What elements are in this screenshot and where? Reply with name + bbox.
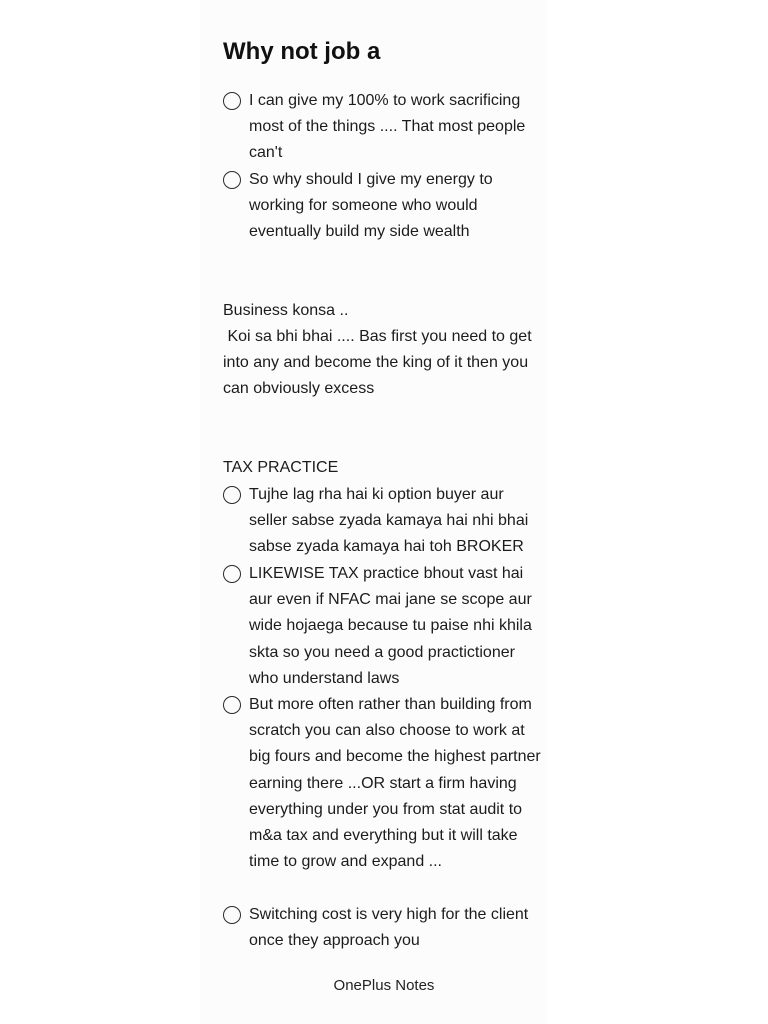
checklist-item bbox=[223, 561, 543, 692]
checkbox-circle[interactable] bbox=[223, 486, 241, 504]
checkbox-circle[interactable] bbox=[223, 171, 241, 189]
checklist-item-text: Switching cost is very high for the client once they approach you bbox=[249, 906, 529, 950]
checklist-item-text: Tujhe lag rha hai ki option buyer aur seller sabse zyada kamaya hai nhi bhai sabse zyada kamaya hai toh BROKER bbox=[249, 486, 529, 556]
business-heading: Business konsa .. bbox=[223, 302, 349, 319]
checkbox-circle[interactable] bbox=[223, 696, 241, 714]
checklist-item bbox=[223, 88, 543, 167]
app-watermark: OnePlus Notes bbox=[333, 977, 435, 994]
checklist-item bbox=[223, 692, 543, 875]
note-title: Why not job a bbox=[223, 38, 381, 65]
tax-heading: TAX PRACTICE bbox=[223, 459, 339, 476]
checklist-item bbox=[223, 482, 543, 561]
checklist-item-text: So why should I give my energy to working for someone who would eventually build my side wealth bbox=[249, 171, 493, 241]
business-body: Koi sa bhi bhai .... Bas first you need to get into any and become the king of it then you can obviously excess bbox=[223, 328, 537, 398]
checklist-item bbox=[223, 167, 543, 246]
checkbox-circle[interactable] bbox=[223, 906, 241, 924]
checklist-item-text: But more often rather than building from scratch you can also choose to work at big fours and become the highest partner earning there ...OR start a firm having everything under you from stat audit to m&a tax and everything but it will take time to grow and expand ... bbox=[249, 696, 541, 871]
checkbox-circle[interactable] bbox=[223, 565, 241, 583]
checklist-item bbox=[223, 902, 543, 954]
checklist-item-text: LIKEWISE TAX practice bhout vast hai aur even if NFAC mai jane se scope aur wide hojaega because tu paise nhi khila skta so you need a good practictioner who understand laws bbox=[249, 565, 532, 687]
checklist-item-text: I can give my 100% to work sacrificing most of the things .... That most people can't bbox=[249, 92, 526, 162]
checkbox-circle[interactable] bbox=[223, 92, 241, 110]
